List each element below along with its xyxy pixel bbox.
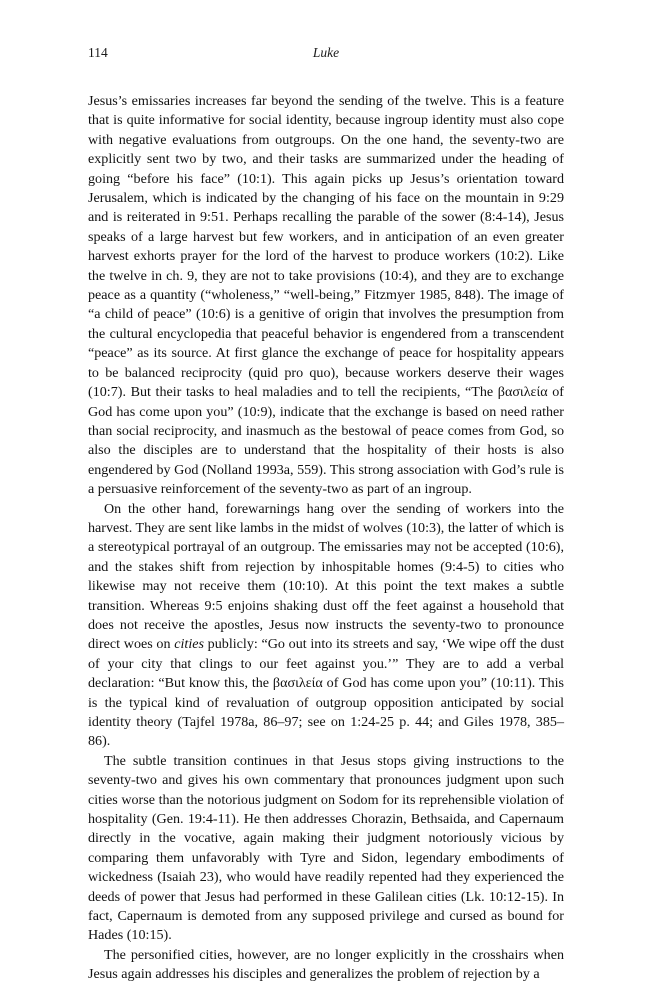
page-number: 114: [88, 45, 108, 60]
page-header: [88, 45, 564, 65]
paragraph: [88, 92, 564, 500]
paragraph: [88, 500, 564, 752]
text-run: The personified cities, however, are no longer explicitly in the crosshairs when Jesus again addresses his disciples and generalizes the problem of rejection by a: [88, 946, 564, 983]
running-head: Luke: [312, 45, 340, 60]
paragraph: [88, 752, 564, 946]
text-run: Jesus’s emissaries increases far beyond the sending of the twelve. This is a feature that is quite informative for social identity, because ingroup identity must also cope with negative evaluations from outgroups. On the one hand, the seventy-two are explicitly sent two by two, and their tasks are summarized under the heading of going “before his face” (10:1). This again picks up Jesus’s orientation toward Jerusalem, which is indicated by the changing of his face on the mountain in 9:29 and is reiterated in 9:51. Perhaps recalling the parable of the sower (8:4-14), Jesus speaks of a large harvest but few workers, and in anticipation of an even greater harvest exhorts prayer for the lord of the harvest to produce workers (10:2). Like the twelve in ch. 9, they are not to take provisions (10:4), and they are to exchange peace as a quantity (“wholeness,” “well-being,” Fitzmyer 1985, 848). The image of “a child of peace” (10:6) is a genitive of origin that involves the presumption from the cultural encyclopedia that peaceful behavior is engendered from a transcendent “peace” as its source. At first glance the exchange of peace for hospitality appears to be balanced reciprocity (quid pro quo), because workers deserve their wages (10:7). But their tasks to heal maladies and to tell the recipients, “The βασιλεία of God has come upon you” (10:9), indicate that the exchange is based on need rather than social reciprocity, and inasmuch as the bestowal of peace comes from God, so also the disciples are to understand that the hospitality of their hosts is also engendered by God (Nolland 1993a, 559). This strong association with God’s rule is a persuasive reinforcement of the seventy-two as part of an ingroup.: [88, 93, 564, 498]
text-run: The subtle transition continues in that Jesus stops giving instructions to the seventy-two and gives his own commentary that pronounces judgment upon such cities worse than the notorious judgment on Sodom for its reprehensible violation of hospitality (Gen. 19:4-11). He then addresses Chorazin, Bethsaida, and Capernaum directly in the vocative, again making their judgment notoriously vicious by comparing them unfavorably with Tyre and Sidon, legendary embodiments of wickedness (Isaiah 23), who would have readily repented had they experienced the deeds of power that Jesus had performed in these Galilean cities (Lk. 10:12-15). In fact, Capernaum is demoted from any supposed privilege and cursed as bound for Hades (10:15).: [88, 752, 564, 944]
italic-text: cities: [174, 636, 204, 653]
paragraph: [88, 946, 564, 985]
text-run: On the other hand, forewarnings hang over the sending of workers into the harvest. They are sent like lambs in the midst of wolves (10:3), the latter of which is a stereotypical portrayal of an outgroup. The emissaries may not be accepted (10:6), and the stakes shift from rejection by inhospitable homes (9:4-5) to cities who likewise may not receive them (10:10). At this point the text makes a subtle transition. Whereas 9:5 enjoins shaking dust off the feet against a household that does not receive the apostles, Jesus now instructs the seventy-two to pronounce direct woes on: [88, 500, 564, 653]
body-text: [88, 92, 564, 985]
text-run: publicly: “Go out into its streets and say, ‘We wipe off the dust of your city that clings to our feet against you.’” They are to add a verbal declaration: “But know this, the βασιλεία of God has come upon you” (10:11). This is the typical kind of revaluation of outgroup opposition anticipated by social identity theory (Tajfel 1978a, 86–97; see on 1:24-25 p. 44; and Giles 1978, 385–86).: [88, 636, 564, 750]
